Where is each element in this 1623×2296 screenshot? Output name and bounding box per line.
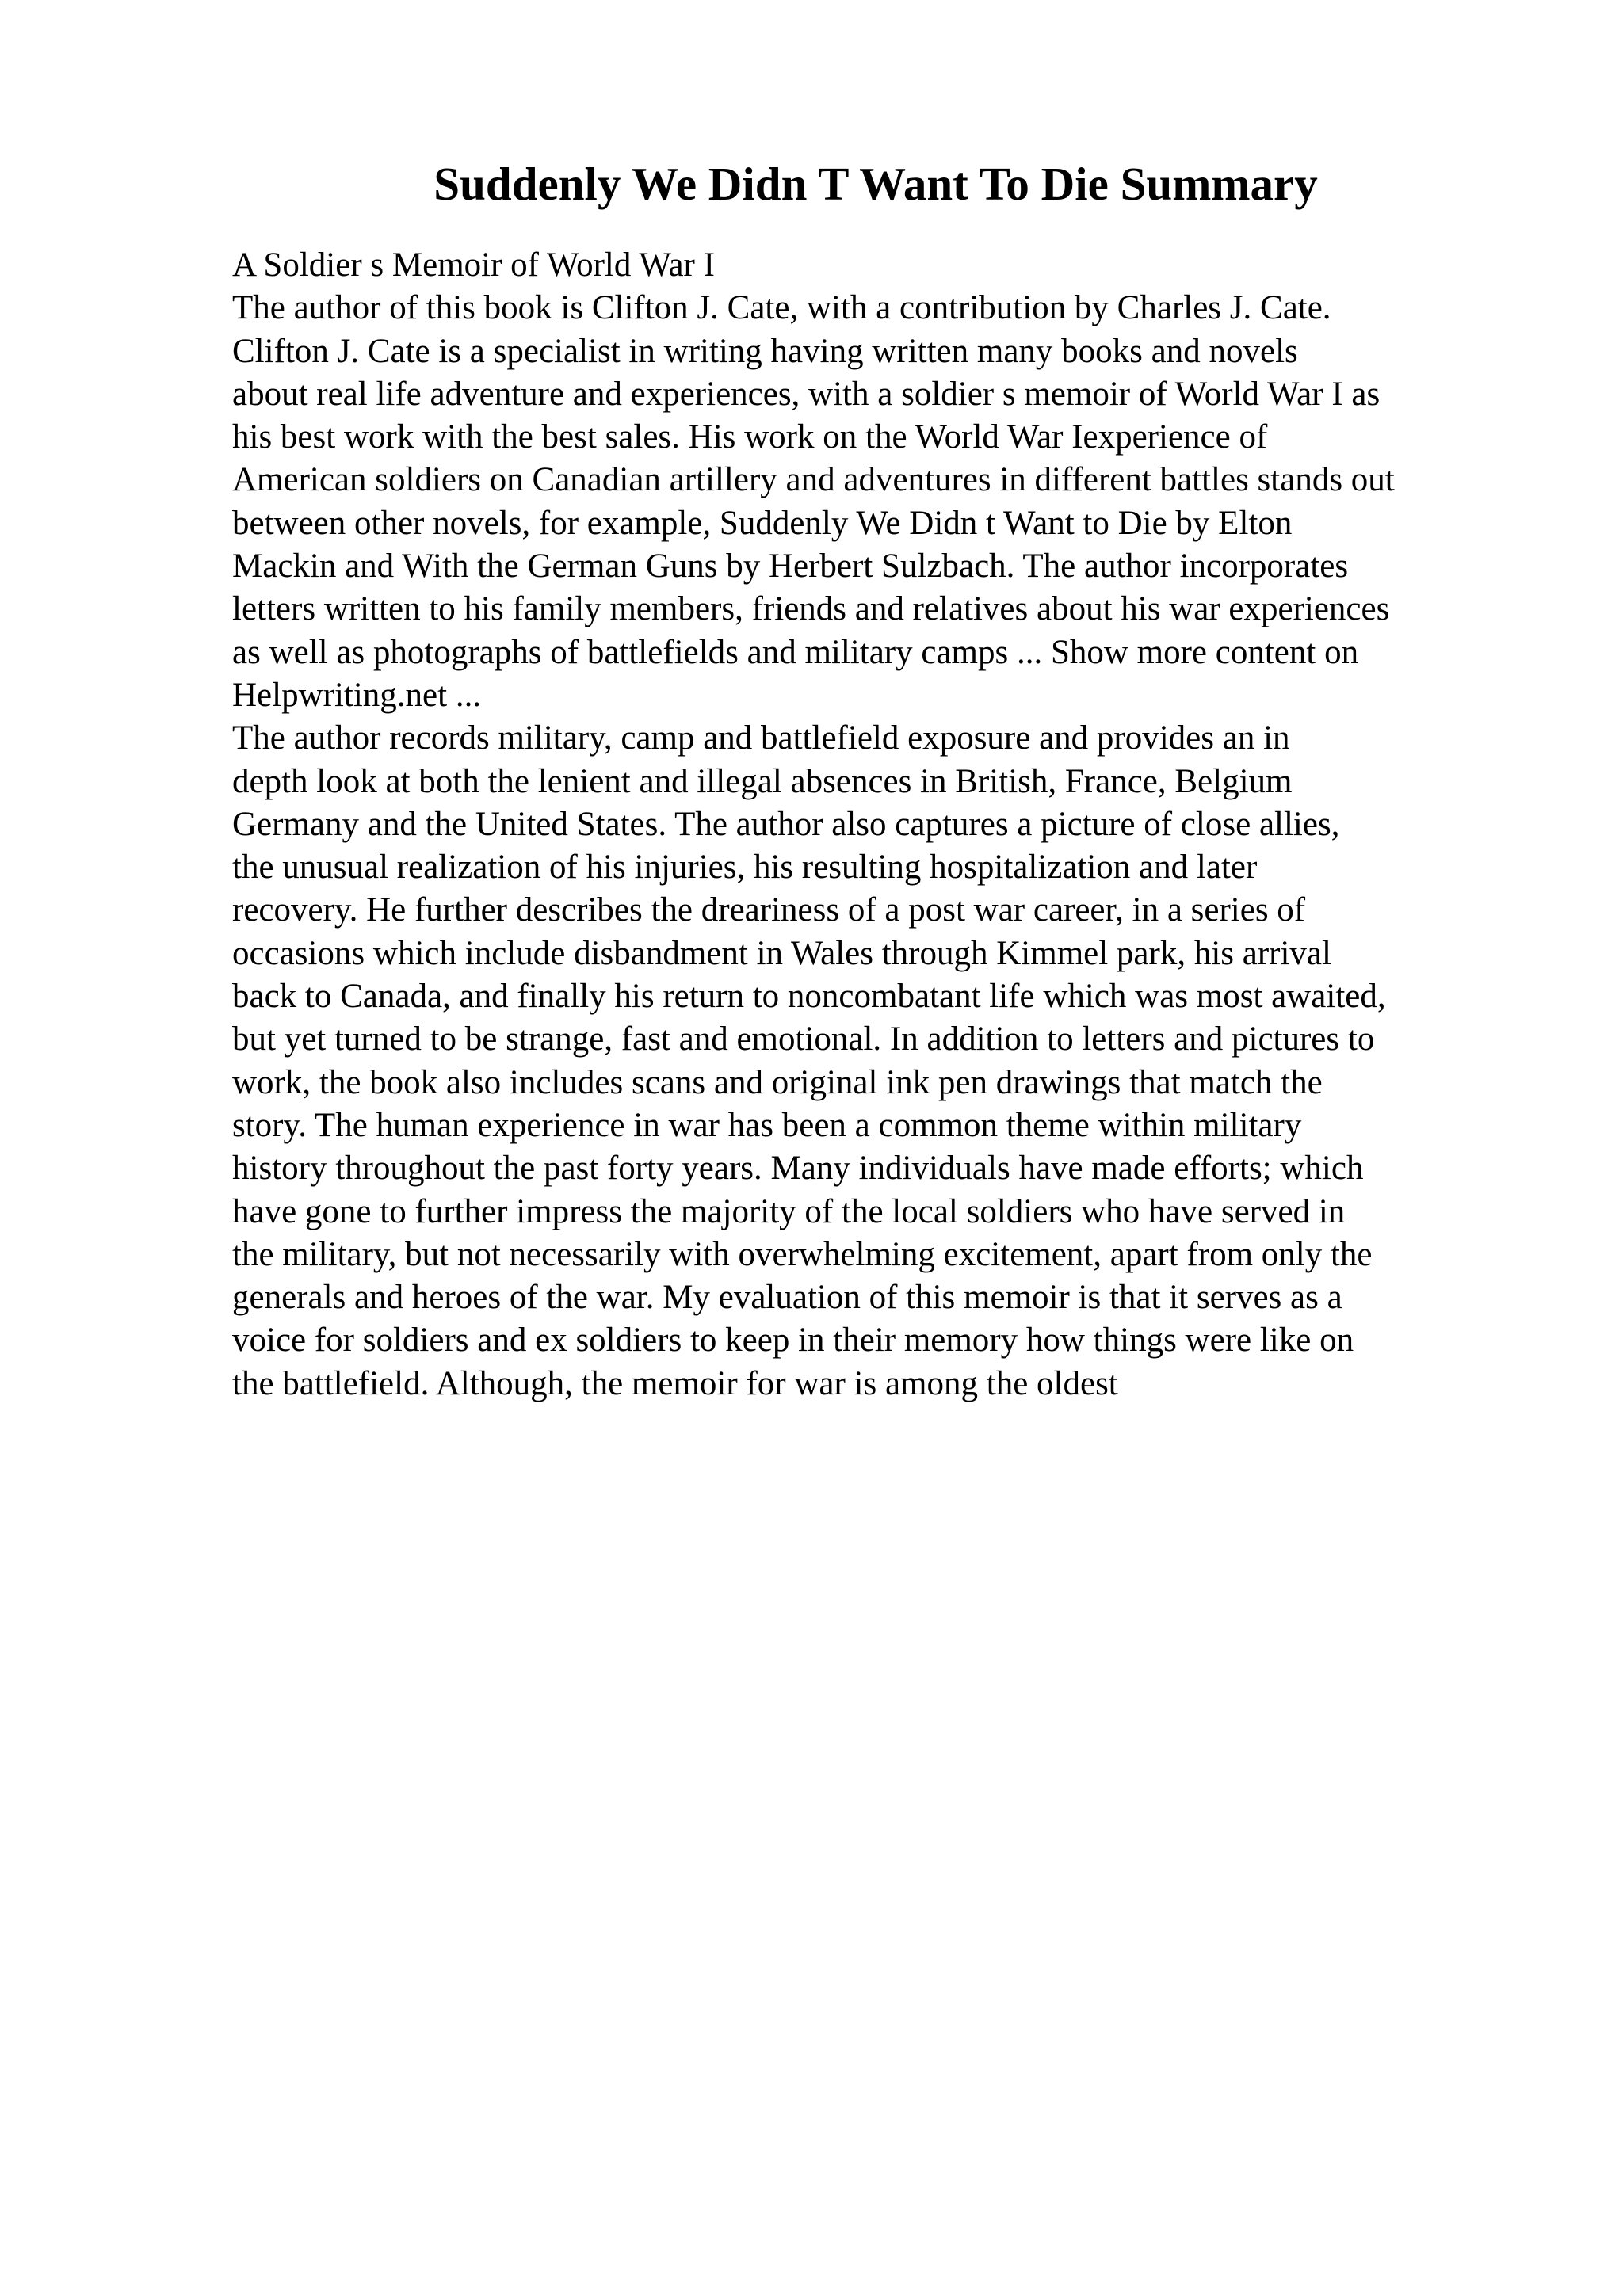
body-line: voice for soldiers and ex soldiers to keep in their memory how things were like on — [232, 1322, 1354, 1360]
body-line: Germany and the United States. The author also captures a picture of close allies, — [232, 805, 1340, 843]
body-line: the military, but not necessarily with overwhelming excitement, apart from only the — [232, 1235, 1373, 1273]
body-line: story. The human experience in war has been a common theme within military — [232, 1106, 1302, 1144]
body-line: the battlefield. Although, the memoir for war is among the oldest — [232, 1364, 1118, 1402]
body-line: Helpwriting.net ... — [232, 676, 482, 714]
body-line: the unusual realization of his injuries, his resulting hospitalization and later — [232, 849, 1258, 887]
body-line: depth look at both the lenient and illegal absences in British, France, Belgium — [232, 762, 1293, 800]
body-line: The author of this book is Clifton J. Cate, with a contribution by Charles J. Cate. — [232, 289, 1331, 327]
body-line: his best work with the best sales. His work on the World War Iexperience of — [232, 418, 1268, 456]
body-line: occasions which include disbandment in Wales through Kimmel park, his arrival — [232, 934, 1331, 972]
body-line: work, the book also includes scans and original ink pen drawings that match the — [232, 1063, 1323, 1101]
body-line: as well as photographs of battlefields and military camps ... Show more content on — [232, 633, 1359, 671]
body-line: The author records military, camp and battlefield exposure and provides an in — [232, 719, 1290, 757]
body-line: generals and heroes of the war. My evaluation of this memoir is that it serves as a — [232, 1279, 1342, 1317]
body-line: recovery. He further describes the dreariness of a post war career, in a series of — [232, 891, 1306, 929]
body-line: between other novels, for example, Suddenly We Didn t Want to Die by Elton — [232, 504, 1293, 542]
body-line: Clifton J. Cate is a specialist in writing having written many books and novels — [232, 332, 1298, 370]
body-line: but yet turned to be strange, fast and emotional. In addition to letters and pictures to — [232, 1020, 1375, 1058]
body-line: letters written to his family members, friends and relatives about his war experiences — [232, 590, 1390, 628]
body-line: A Soldier s Memoir of World War I — [232, 246, 715, 284]
body-line: Mackin and With the German Guns by Herbert Sulzbach. The author incorporates — [232, 547, 1349, 585]
body-line: about real life adventure and experiences, with a soldier s memoir of World War I as — [232, 375, 1381, 413]
document-body — [232, 244, 1595, 1405]
body-line: back to Canada, and finally his return to noncombatant life which was most awaited, — [232, 978, 1386, 1016]
body-line: American soldiers on Canadian artillery and adventures in different battles stands out — [232, 461, 1395, 499]
document-title: Suddenly We Didn T Want To Die Summary — [433, 158, 1318, 210]
body-line: have gone to further impress the majority of the local soldiers who have served in — [232, 1192, 1346, 1230]
body-line: history throughout the past forty years. Many individuals have made efforts; which — [232, 1150, 1364, 1188]
